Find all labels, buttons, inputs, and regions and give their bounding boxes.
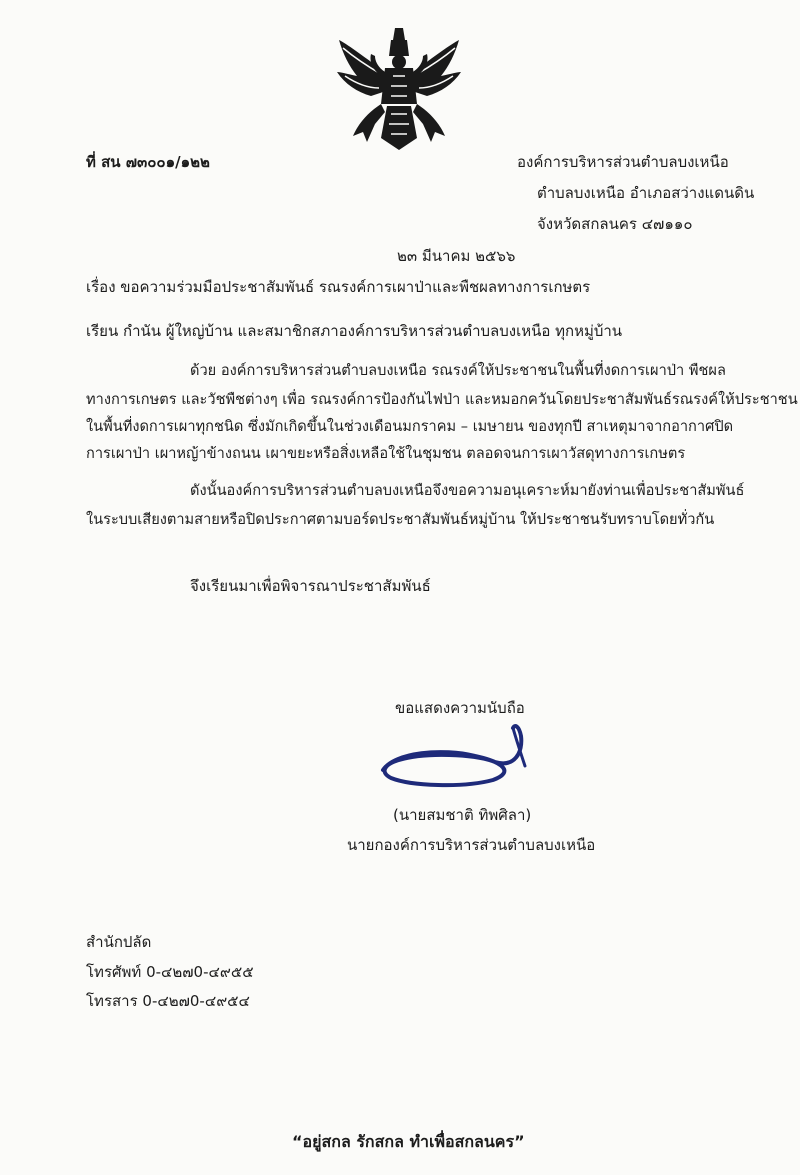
closing-request: จึงเรียนมาเพื่อพิจารณาประชาสัมพันธ์ — [190, 577, 431, 595]
recipient-line: เรียน กำนัน ผู้ใหญ่บ้าน และสมาชิกสภาองค์การบริหารส่วนตำบลบงเหนือ ทุกหมู่บ้าน — [86, 322, 623, 340]
org-name: องค์การบริหารส่วนตำบลบงเหนือ — [517, 153, 729, 171]
body-paragraph2-line: ในระบบเสียงตามสายหรือปิดประกาศตามบอร์ดประชาสัมพันธ์หมู่บ้าน ให้ประชาชนรับทราบโดยทั่วกัน — [86, 511, 715, 528]
signer-position: นายกองค์การบริหารส่วนตำบลบงเหนือ — [347, 836, 596, 854]
letter-date: ๒๓ มีนาคม ๒๕๖๖ — [397, 247, 516, 265]
salutation: ขอแสดงความนับถือ — [395, 699, 525, 717]
garuda-emblem-icon — [333, 26, 465, 152]
body-paragraph1-line: ทางการเกษตร และวัชพืชต่างๆ เพื่อ รณรงค์การป้องกันไฟป่า และหมอกควันโดยประชาสัมพันธ์รณรงค์ให้ประชาชน — [86, 391, 798, 408]
handwritten-signature-icon — [365, 722, 545, 792]
signer-name: (นายสมชาติ ทิพศิลา) — [393, 806, 532, 824]
org-address-province: จังหวัดสกลนคร ๔๗๑๑๐ — [537, 215, 693, 233]
reference-number: ที่ สน ๗๓๐๐๑/๑๒๒ — [86, 153, 210, 171]
org-address-district: ตำบลบงเหนือ อำเภอสว่างแดนดิน — [537, 184, 755, 202]
motto: “อยู่สกล รักสกล ทำเพื่อสกลนคร” — [292, 1132, 525, 1151]
body-paragraph1-line: ในพื้นที่งดการเผาทุกชนิด ซึ่งมักเกิดขึ้นในช่วงเดือนมกราคม – เมษายน ของทุกปี สาเหตุมาจากอากาศปิด — [86, 418, 734, 435]
fax-number: โทรสาร 0-๔๒๗0-๔๙๕๔ — [86, 992, 250, 1010]
phone-number: โทรศัพท์ 0-๔๒๗0-๔๙๕๕ — [86, 963, 254, 981]
body-paragraph1-line: การเผาป่า เผาหญ้าข้างถนน เผาขยะหรือสิ่งเหลือใช้ในชุมชน ตลอดจนการเผาวัสดุทางการเกษตร — [86, 445, 686, 462]
body-paragraph2-line: ดังนั้นองค์การบริหารส่วนตำบลบงเหนือจึงขอความอนุเคราะห์มายังท่านเพื่อประชาสัมพันธ์ — [190, 482, 745, 499]
office-name: สำนักปลัด — [86, 933, 152, 951]
subject-line: เรื่อง ขอความร่วมมือประชาสัมพันธ์ รณรงค์การเผาป่าและพืชผลทางการเกษตร — [86, 278, 591, 296]
body-paragraph1-line: ด้วย องค์การบริหารส่วนตำบลบงเหนือ รณรงค์ให้ประชาชนในพื้นที่งดการเผาป่า พืชผล — [190, 362, 726, 379]
